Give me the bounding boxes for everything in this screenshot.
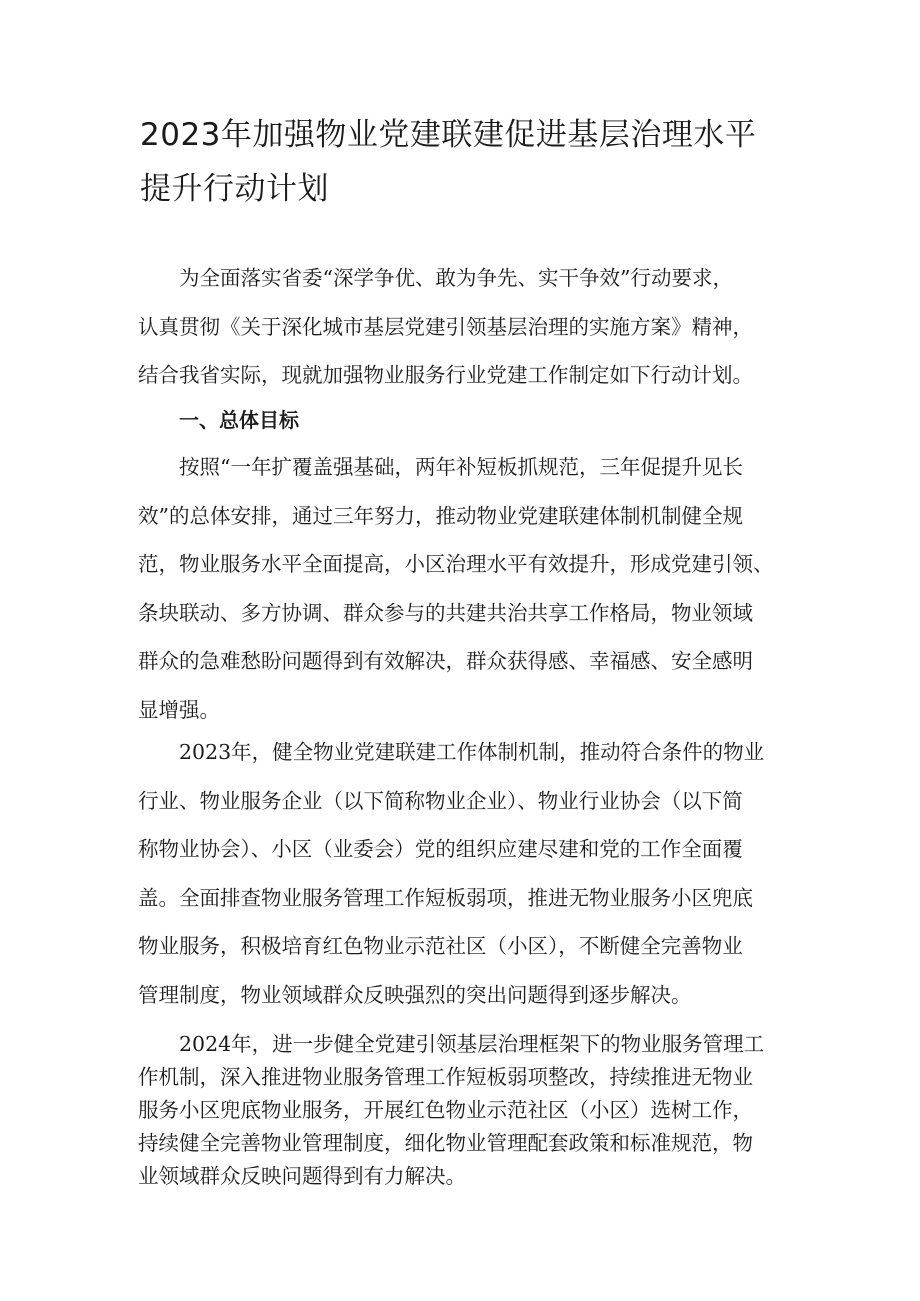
paragraph-line: 效”的总体安排，通过三年努力，推动物业党建联建体制机制健全规 <box>138 503 743 528</box>
paragraph-line: 称物业协会）、小区（业委会）党的组织应建尽建和党的工作全面覆 <box>138 837 743 861</box>
paragraph-line: 为全面落实省委“深学争优、敢为争先、实干争效”行动要求， <box>179 266 733 290</box>
year-2024-paragraph <box>138 1028 764 1193</box>
paragraph-line: 群众的急难愁盼问题得到有效解决，群众获得感、幸福感、安全感明 <box>138 649 753 673</box>
paragraph-line: 管理制度，物业领域群众反映强烈的突出问题得到逐步解决。 <box>138 982 692 1007</box>
paragraph-line: 结合我省实际，现就加强物业服务行业党建工作制定如下行动计划。 <box>138 363 753 387</box>
document-title <box>140 108 820 216</box>
paragraph-line: 按照“一年扩覆盖强基础，两年补短板抓规范，三年促提升见长 <box>179 455 743 479</box>
title-line: 2023年加强物业党建联建促进基层治理水平 <box>140 117 757 153</box>
paragraph-line: 认真贯彻《关于深化城市基层党建引领基层治理的实施方案》精神， <box>138 314 753 339</box>
year-2023-paragraph <box>138 728 764 1019</box>
paragraph-line: 业领域群众反映问题得到有力解决。 <box>138 1164 466 1188</box>
paragraph-line: 服务小区兜底物业服务，开展红色物业示范社区（小区）选树工作， <box>138 1098 753 1122</box>
goals-paragraph <box>138 443 774 734</box>
paragraph-line: 2023年，健全物业党建联建工作体制机制，推动符合条件的物业 <box>179 740 765 764</box>
paragraph-line: 条块联动、多方协调、群众参与的共建共治共享工作格局，物业领域 <box>138 600 753 625</box>
paragraph-line: 行业、物业服务企业（以下简称物业企业）、物业行业协会（以下简 <box>138 788 743 813</box>
paragraph-line: 范，物业服务水平全面提高，小区治理水平有效提升，形成党建引领、 <box>138 552 774 576</box>
paragraph-line: 显增强。 <box>138 697 220 722</box>
paragraph-line: 物业服务，积极培育红色物业示范社区（小区），不断健全完善物业 <box>138 934 743 958</box>
paragraph-line: 作机制，深入推进物业服务管理工作短板弱项整改，持续推进无物业 <box>138 1065 753 1089</box>
intro-paragraph <box>138 254 753 400</box>
paragraph-line: 2024年，进一步健全党建引领基层治理框架下的物业服务管理工 <box>179 1032 765 1056</box>
paragraph-line: 盖。全面排查物业服务管理工作短板弱项，推进无物业服务小区兜底 <box>138 885 753 910</box>
paragraph-line: 持续健全完善物业管理制度，细化物业管理配套政策和标准规范，物 <box>138 1131 753 1155</box>
section-heading-overall-goals: 一、总体目标 <box>179 408 299 432</box>
title-line: 提升行动计划 <box>140 171 329 207</box>
